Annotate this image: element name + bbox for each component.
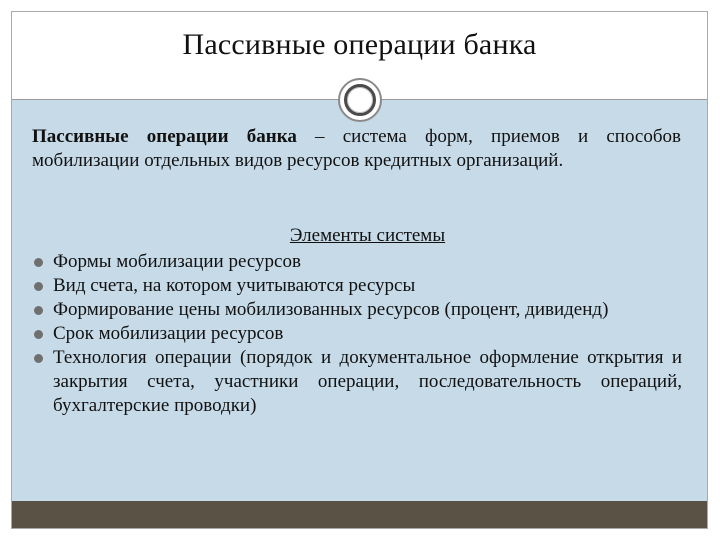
- ornament-ring: [344, 84, 376, 116]
- section-heading: Элементы системы: [289, 225, 446, 246]
- bullet-dot-icon: [34, 258, 43, 267]
- slide-title: Пассивные операции банка: [182, 28, 537, 61]
- list-item: [34, 346, 682, 418]
- definition-paragraph: [32, 125, 681, 173]
- list-item: [34, 250, 682, 274]
- definition-term: Пассивные операции банка: [32, 126, 297, 147]
- list-item-text: Технология операции (порядок и документальное оформление открытия и закрытия счета, участники операции, последовательность операций, бухгалтерские проводки): [53, 347, 682, 416]
- bullet-dot-icon: [34, 330, 43, 339]
- list-item-text: Вид счета, на котором учитываются ресурсы: [53, 275, 416, 296]
- bullet-dot-icon: [34, 306, 43, 315]
- list-item-text: Формирование цены мобилизованных ресурсов (процент, дивиденд): [53, 299, 609, 320]
- bullet-dot-icon: [34, 354, 43, 363]
- circle-ornament-icon: [338, 78, 382, 122]
- elements-list: [34, 250, 682, 418]
- list-item: [34, 322, 682, 346]
- list-item: [34, 274, 682, 298]
- bottom-bar: [12, 501, 707, 528]
- list-item-text: Формы мобилизации ресурсов: [53, 251, 301, 272]
- list-item-text: Срок мобилизации ресурсов: [53, 323, 284, 344]
- list-item: [34, 298, 682, 322]
- definition-text: – система форм, приемов и способов мобилизации отдельных видов ресурсов кредитных организаций.: [32, 126, 681, 171]
- bullet-dot-icon: [34, 282, 43, 291]
